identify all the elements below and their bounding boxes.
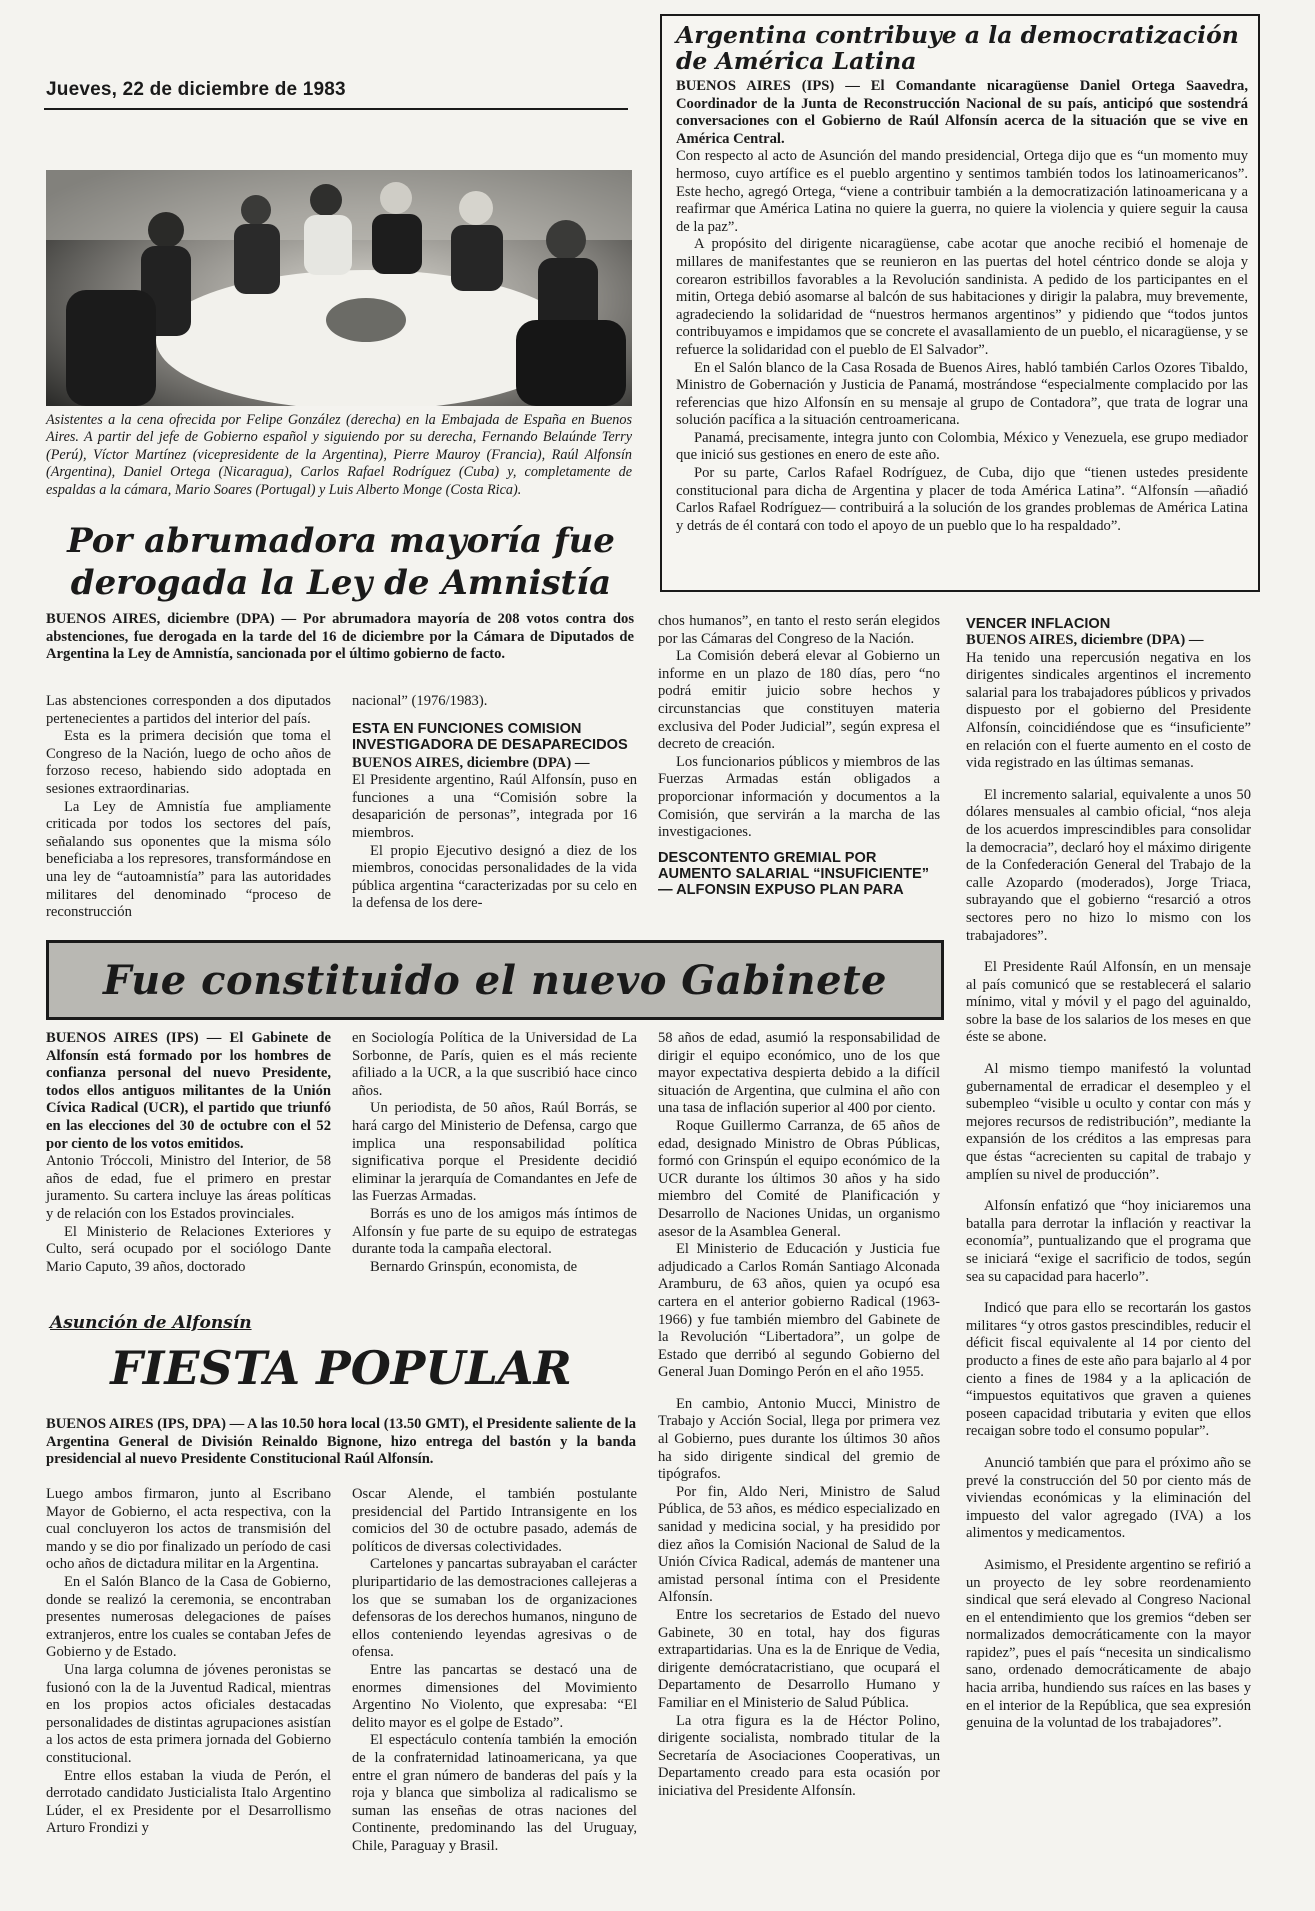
article-paragraph: La Comisión deberá elevar al Gobierno un informe en un plazo de 180 días, pero “no podrá emitir juicio sobre hechos y circunstancias que constituyen materia exclusiva del Poder Judicial”, según expresa el decreto de creación. <box>658 648 940 753</box>
article-paragraph: Un periodista, de 50 años, Raúl Borrás, se hará cargo del Ministerio de Defensa, cargo que implica una responsabilidad política significativa porque el Presidente decidió eliminar la jerarquía de Comandantes en Jefe de las Fuerzas Armadas. <box>352 1100 637 1205</box>
inflacion-column <box>966 616 1251 1733</box>
article-paragraph: Esta es la primera decisión que toma el Congreso de la Nación, luego de ocho años de forzoso receso, habiendo sido adoptada en sesiones extraordinarias. <box>46 728 331 797</box>
article-paragraph: Luego ambos firmaron, junto al Escribano Mayor de Gobierno, el acta respectiva, con la cual concluyeron los actos de transmisión del mando y se dio por finalizado un período de casi ocho años de dictadura militar en la Argentina. <box>46 1486 331 1573</box>
article-paragraph: Indicó que para ello se recortarán los gastos militares “y otros gastos prescindibles, reducir el déficit fiscal equivalente al 14 por ciento del producto a fines de este año para bajarlo al 4 por ciento a fines de 1984 y a la aplicación de “impuestos equitativos que graven a quienes poseen capacidad tributaria y eviten que ellos recaigan sobre todo el consumo popular”. <box>966 1300 1251 1440</box>
article-paragraph: El espectáculo contenía también la emoción de la confraternidad latinoamericana, ya que entre el gran número de banderas del país y la roja y blanca que simboliza al radicalismo se suman las enseñas de otras naciones del Continente, predominando las del Uruguay, Chile, Paraguay y Brasil. <box>352 1732 637 1854</box>
gabinete-column-2 <box>352 1030 637 1276</box>
fiesta-column-2 <box>352 1486 637 1855</box>
article-paragraph: El Presidente argentino, Raúl Alfonsín, puso en funciones a una “Comisión sobre la desaparición de personas”, integrada por 16 miembros. <box>352 772 637 841</box>
gabinete-column-1 <box>46 1030 331 1276</box>
article-paragraph: El propio Ejecutivo designó a diez de los miembros, conocidas personalidades de la vida pública argentina “caracterizadas por su celo en la defensa de los dere- <box>352 842 637 912</box>
date-rule <box>44 108 628 110</box>
gabinete-column-3 <box>658 1030 940 1801</box>
article-paragraph: En el Salón Blanco de la Casa de Gobierno, donde se realizó la ceremonia, se encontraban presentes numerosas delegaciones de países extranjeros, entre los cuales se contaban Jefes de Gobierno y de Estado. <box>46 1573 331 1661</box>
article-paragraph: Roque Guillermo Carranza, de 65 años de edad, designado Ministro de Obras Públicas, formó con Grinspún el equipo económico de la UCR durante los últimos 30 años y ha sido miembro del Comité de Planificación y Desarrollo de Naciones Unidas, un organismo asesor de la Asamblea General. <box>658 1117 940 1240</box>
boxed-paragraph: Panamá, precisamente, integra junto con Colombia, México y Venezuela, ese grupo mediador que inició sus gestiones en enero de este año. <box>676 429 1248 464</box>
article-paragraph: Anunció también que para el próximo año se prevé la construcción del 50 por ciento más de viviendas económicas y la eliminación del impuesto del valor agregado (IVA) a los alimentos y medicamentos. <box>966 1454 1251 1542</box>
article-paragraph: en Sociología Política de la Universidad de La Sorbonne, de París, quien es el más reciente afiliado a la UCR, a la que suscribió hace cinco años. <box>352 1030 637 1099</box>
amnistia-column-3 <box>658 613 940 898</box>
gabinete-banner <box>46 940 944 1020</box>
boxed-lead: BUENOS AIRES (IPS) — El Comandante nicaragüense Daniel Ortega Saavedra, Coordinador de la Junta de Reconstrucción Nacional de su país, anticipó que sostendrá conversaciones con el Gobierno de Raúl Alfonsín acerca de la situación que se vive en América Central. <box>676 78 1248 147</box>
boxed-paragraph: A propósito del dirigente nicaragüense, cabe acotar que anoche recibió el homenaje de millares de manifestantes que se reunieron en las puertas del hotel céntrico donde se aloja y corearon estribillos favorables a la Revolución sandinista. A pedido de los participantes en el mitin, Ortega debió asomarse al balcón de sus habitaciones y dirigir la palabra, muy brevemente, agradeciendo la solidaridad de “nuestros hermanos argentinos” y pidiendo que “todos juntos contribuyamos e impidamos que se concrete el avasallamiento de un pueblo, el nicaragüense, y se refuerce la solidaridad con el pueblo de El Salvador”. <box>676 236 1248 358</box>
fiesta-column-1 <box>46 1486 331 1838</box>
article-paragraph: Borrás es uno de los amigos más íntimos de Alfonsín y fue parte de su equipo de estrategas durante toda la campaña electoral. <box>352 1205 637 1258</box>
amnistia-column-1 <box>46 693 331 922</box>
boxed-paragraph: Con respecto al acto de Asunción del mando presidencial, Ortega dijo que es “un momento muy hermoso, cuyo artífice es el pueblo argentino y sentimos también todos los latinoamericanos”. Este hecho, agregó Ortega, “viene a contribuir también a la democratización latinoamericana y a reafirmar que América Latina no quiere la guerra, no quiere la violencia y quiere seguir la causa de la paz”. <box>676 148 1248 235</box>
boxed-paragraph: Por su parte, Carlos Rafael Rodríguez, de Cuba, dijo que “tienen ustedes presidente constitucional para dicha de Argentina y placer de toda América Latina”. “Alfonsín —añadió Carlos Rafael Rodríguez— contribuirá a la solución de los grandes problemas de América Latina y detrás de él contará con todo el apoyo de un pueblo que lo ha respaldado”. <box>676 465 1248 534</box>
article-paragraph: Una larga columna de jóvenes peronistas se fusionó con la de la Juventud Radical, mientras en los propios actos oficiales destacadas personalidades de distintas agrupaciones asistían a los actos de esta primera jornada del Gobierno constitucional. <box>46 1661 331 1766</box>
fiesta-kicker: Asunción de Alfonsín <box>50 1313 252 1333</box>
article-paragraph: El incremento salarial, equivalente a unos 50 dólares mensuales al cambio oficial, “nos aleja de los acuerdos imprescindibles para consolidar la democracia”, declaró hoy el máximo dirigente de la Confederación General del Trabajo de la calle Azopardo (moderados), Jorge Triaca, subrayando que el gobierno “resarció a otros sectores pero no hizo lo mismo con los trabajadores”. <box>966 786 1251 944</box>
article-paragraph: chos humanos”, en tanto el resto serán elegidos por las Cámaras del Congreso de la Nación. <box>658 613 940 647</box>
news-photo <box>46 170 632 406</box>
article-paragraph: Por fin, Aldo Neri, Ministro de Salud Pública, de 53 años, es médico especializado en sanidad y medicina social, y ha presidido por diez años la Comisión Nacional de Salud de la Unión Cívica Radical, además de mantener una amistad personal íntima con el Presidente Alfonsín. <box>658 1483 940 1606</box>
inflacion-subhead: VENCER INFLACION <box>966 616 1111 632</box>
fiesta-headline: FIESTA POPULAR <box>110 1341 572 1395</box>
article-paragraph: Las abstenciones corresponden a dos diputados pertenecientes a partidos del interior del país. <box>46 693 331 727</box>
amnistia-column-2 <box>352 693 637 913</box>
article-paragraph: Los funcionarios públicos y miembros de las Fuerzas Armadas están obligados a proporcionar información y documentos a la Comisión, que servirán a la marcha de las investigaciones. <box>658 753 940 841</box>
article-paragraph: Antonio Tróccoli, Ministro del Interior, de 58 años de edad, fue el primero en prestar juramento. Su cartera incluye las áreas políticas y de relación con los Estados provinciales. <box>46 1153 331 1222</box>
fiesta-lead: BUENOS AIRES (IPS, DPA) — A las 10.50 hora local (13.50 GMT), el Presidente saliente de la Argentina General de División Reinaldo Bignone, hizo entrega del bastón y la banda presidencial al nuevo Presidente Constitucional Raúl Alfonsín. <box>46 1416 636 1468</box>
photo-caption: Asistentes a la cena ofrecida por Felipe González (derecha) en la Embajada de España en Buenos Aires. A partir del jefe de Gobierno español y siguiendo por su derecha, Fernando Belaúnde Terry (Perú), Víctor Martínez (vicepresidente de la Argentina), Pierre Mauroy (Francia), Raúl Alfonsín (Argentina), Daniel Ortega (Nicaragua), Carlos Rafael Rodríguez (Cuba) y, completamente de espaldas a la cámara, Mario Soares (Portugal) y Luis Alberto Monge (Costa Rica). <box>46 412 632 498</box>
article-paragraph: El Ministerio de Relaciones Exteriores y Culto, será ocupado por el sociólogo Dante Mario Caputo, 39 años, doctorado <box>46 1223 331 1275</box>
article-paragraph: La otra figura es la de Héctor Polino, dirigente socialista, nombrado titular de la Secretaría de Asociaciones Cooperativas, un Departamento creado para esta ocasión por iniciativa del Presidente Alfonsín. <box>658 1712 940 1799</box>
article-paragraph: Ha tenido una repercusión negativa en los dirigentes sindicales argentinos el incremento salarial para los trabajadores públicos y privados dispuesto por el gobierno del Presidente Alfonsín, coincidiéndose que es “insuficiente” en relación con el fuerte aumento en el costo de vida registrado en las últimas semanas. <box>966 649 1251 772</box>
article-paragraph: Entre ellos estaban la viuda de Perón, el derrotado candidato Justicialista Italo Argentino Lúder, el ex Presidente por el Desarrollismo Arturo Frondizi y <box>46 1767 331 1837</box>
article-paragraph: El Ministerio de Educación y Justicia fue adjudicado a Carlos Román Santiago Alconada Aramburu, de 63 años, quien ya ocupó esa cartera en el anterior gobierno Radical (1963-1966) y fue también miembro del Gabinete de la Revolución “Libertadora”, un golpe de Estado que derribó al segundo Gobierno del General Juan Domingo Perón en el año 1955. <box>658 1241 940 1381</box>
article-paragraph: El Presidente Raúl Alfonsín, en un mensaje al país comunicó que se restablecerá el salario mínimo, vital y móvil y el pago del aguinaldo, sobre la base de los salarios de los meses en que éste se abone. <box>966 959 1251 1046</box>
article-paragraph: La Ley de Amnistía fue ampliamente criticada por todos los sectores del país, señalando sus oponentes que la misma sólo beneficiaba a los represores, transformándose en una ley de “autoamnistía” para las autoridades militares del denominado “proceso de reconstrucción <box>46 798 331 921</box>
article-paragraph: Oscar Alende, el también postulante presidencial del Partido Intransigente en los comicios del 30 de octubre pasado, además de políticos de diversas colectividades. <box>352 1486 637 1555</box>
article-paragraph: Cartelones y pancartas subrayaban el carácter pluripartidario de las demostraciones callejeras a los que se sumaban los de organizaciones defensoras de los derechos humanos, ninguno de ellos conteniendo leyendas agresivas o de ofensa. <box>352 1556 637 1661</box>
boxed-headline: Argentina contribuye a la democratización de América Latina <box>676 21 1239 75</box>
gabinete-lead: BUENOS AIRES (IPS) — El Gabinete de Alfonsín está formado por los hombres de confianza personal del nuevo Presidente, todos ellos antiguos militantes de la Unión Cívica Radical (UCR), el partido que triunfó en las elecciones del 30 de octubre con el 52 por ciento de los votos emitidos. <box>46 1030 331 1152</box>
comision-subhead: ESTA EN FUNCIONES COMISION INVESTIGADORA DE DESAPARECIDOS <box>352 720 628 753</box>
article-paragraph: nacional” (1976/1983). <box>352 693 488 709</box>
boxed-article <box>660 14 1260 592</box>
dinner-photo-illustration <box>46 170 632 406</box>
comision-dateline: BUENOS AIRES, diciembre (DPA) — <box>352 754 590 771</box>
date-line: Jueves, 22 de diciembre de 1983 <box>46 79 346 100</box>
article-paragraph: Entre las pancartas se destacó una de enormes dimensiones del Movimiento Argentino No Violento, que expresaba: “El delito mayor es el golpe de Estado”. <box>352 1661 637 1731</box>
amnistia-headline: Por abrumadora mayoría fue derogada la Ley de Amnistía <box>67 521 615 603</box>
article-paragraph: 58 años de edad, asumió la responsabilidad de dirigir el equipo económico, uno de los que mayor expectativa despierta debido a la difícil situación de Argentina, que culmina el año con una tasa de inflación superior al 400 por ciento. <box>658 1030 940 1117</box>
article-paragraph: Entre los secretarios de Estado del nuevo Gabinete, 30 en total, hay dos figuras extrapartidarias. Una es la de Enrique de Vedia, dirigente demócratacristiano, que ocupará el Departamento de Desarrollo Humano y Familiar en el Ministerio de Salud Pública. <box>658 1607 940 1711</box>
amnistia-lead: BUENOS AIRES, diciembre (DPA) — Por abrumadora mayoría de 208 votos contra dos abstenciones, fue derogada en la tarde del 16 de diciembre por la Cámara de Diputados de Argentina la Ley de Amnistía, sancionada por el último gobierno de facto. <box>46 611 634 663</box>
article-paragraph: En cambio, Antonio Mucci, Ministro de Trabajo y Acción Social, llega por primera vez al Gobierno, pues durante los últimos 30 años ha sido dirigente sindical del gremio de tipógrafos. <box>658 1395 940 1483</box>
article-paragraph: Bernardo Grinspún, economista, de <box>370 1258 578 1275</box>
boxed-paragraph: En el Salón blanco de la Casa Rosada de Buenos Aires, habló también Carlos Ozores Tibaldo, Ministro de Gobernación y Justicia de Panamá, mostrándose “especialmente complacido por las referencias que hizo Alfonsín en su mensaje al grupo de Contadora”, que trata de lograr una solución pacífica a la situación centroamericana. <box>676 359 1248 429</box>
descontento-subhead: DESCONTENTO GREMIAL POR AUMENTO SALARIAL “INSUFICIENTE” — ALFONSIN EXPUSO PLAN PARA <box>658 849 930 898</box>
inflacion-dateline: BUENOS AIRES, diciembre (DPA) — <box>966 632 1204 648</box>
article-paragraph: Asimismo, el Presidente argentino se refirió a un proyecto de ley sobre reordenamiento sindical que será elevado al Congreso Nacional en el entendimiento que los gremios “deben ser normalizados democráticamente con la mayor rapidez”, pues el país “necesita un sindicalismo sano, ordenado democráticamente de abajo hacia arriba, hundiendo sus raíces en las bases y en el interior de la República, que sea expresión genuina de la voluntad de los trabajadores”. <box>966 1556 1251 1732</box>
gabinete-headline: Fue constituido el nuevo Gabinete <box>102 956 888 1004</box>
article-paragraph: Alfonsín enfatizó que “hoy iniciaremos una batalla para derrotar la inflación y reactivar la economía”, puntualizando que el programa que se iniciará “exige el sacrificio de todos, según sea su capacidad para hacerlo”. <box>966 1198 1251 1285</box>
article-paragraph: Al mismo tiempo manifestó la voluntad gubernamental de erradicar el desempleo y el subempleo “visible u oculto y contar con más y mejores recursos de redistribución”, mediante la expansión de los créditos a las empresas para que éstas “acrecienten su capital de trabajo y amplíen su nivel de producción”. <box>966 1061 1251 1183</box>
